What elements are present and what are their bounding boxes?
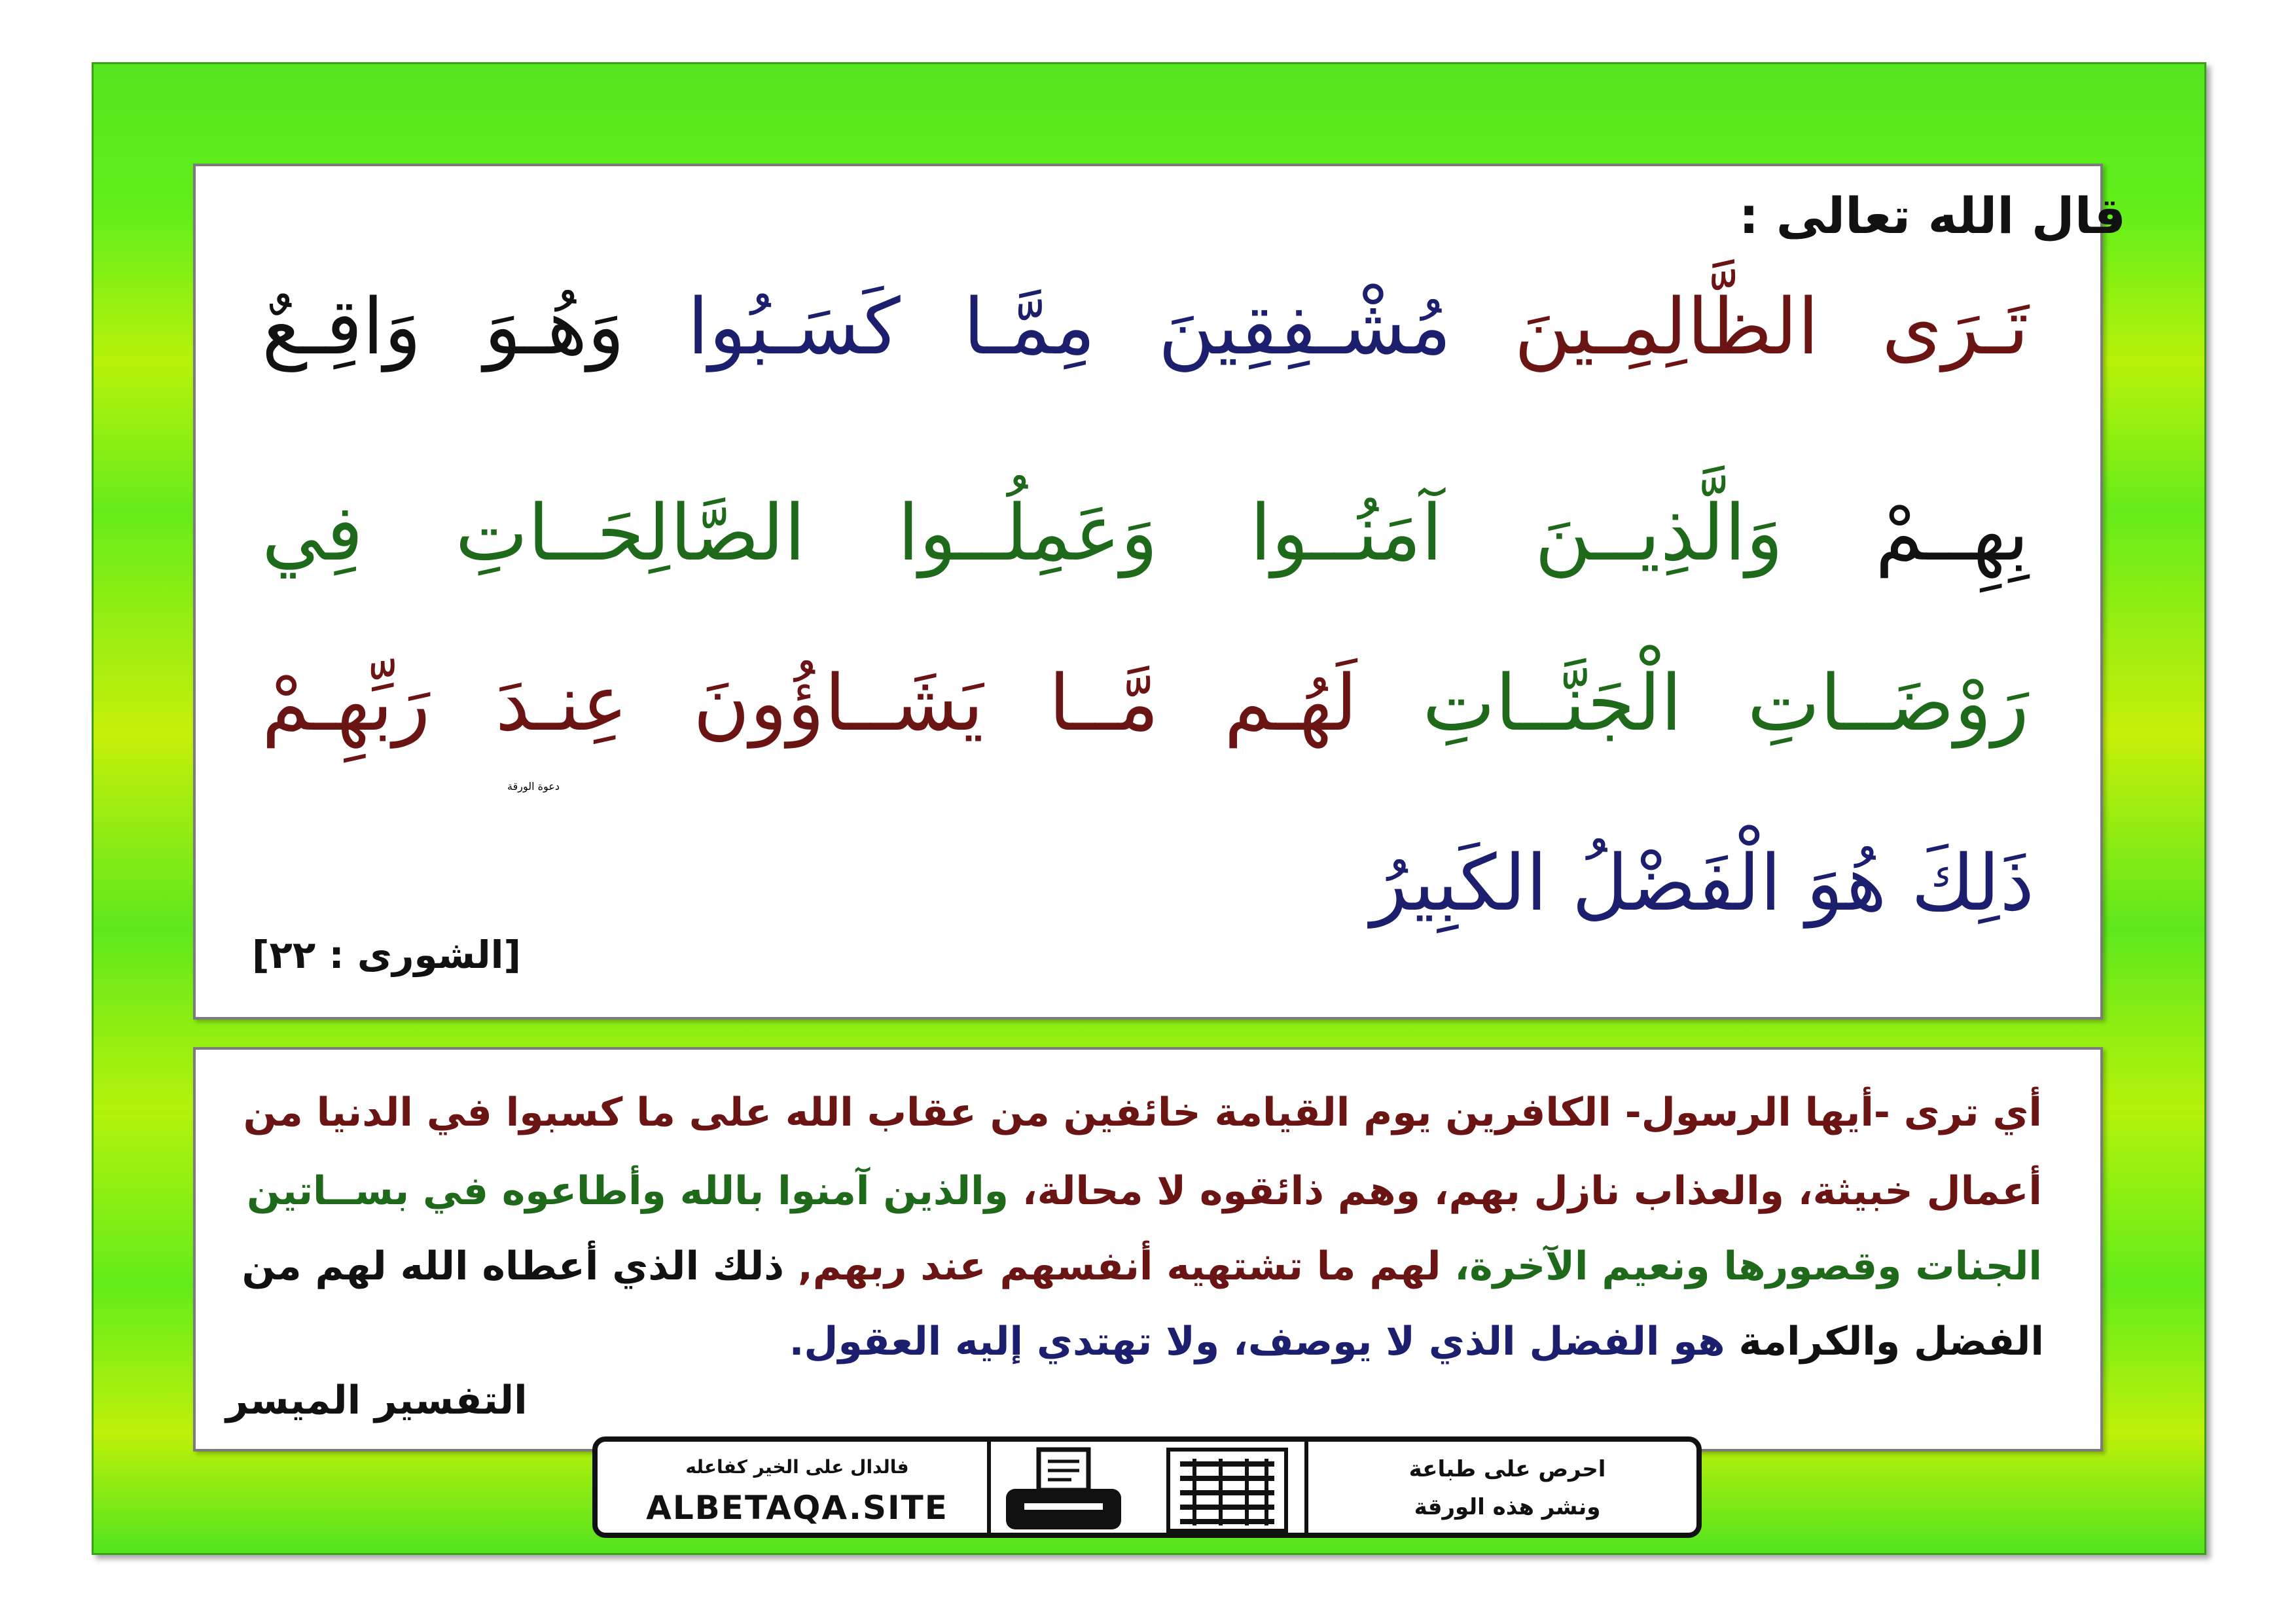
footer-site-link[interactable]: ALBETAQA.SITE [646,1489,948,1527]
verse-line-2 [262,488,2029,578]
printer-icon [998,1446,1129,1534]
line-segment: ذلك الذي أعطاه الله لهم من [242,1243,785,1289]
line-segment: وَهُـوَ وَاقِـعٌ [262,281,625,372]
footer-appeal-line-1: احرص على طباعة [1408,1456,1606,1482]
tafsir-line-4 [789,1319,2044,1364]
verse-line-1 [262,281,2029,372]
line-segment: رَوْضَــاتِ الْجَنَّــاتِ [1422,658,2030,748]
line-segment: الفضل والكرامة [1738,1319,2044,1364]
tafsir-line-2 [247,1168,2042,1214]
footer-appeal-line-2: ونشر هذه الورقة [1414,1494,1601,1520]
tafsir-source: التفسير الميسر [226,1378,528,1423]
footer-slogan: فالدال على الخير كفاعله [685,1456,909,1478]
line-segment: والذين آمنوا بالله وأطاعوه في بســاتين [247,1168,1009,1214]
verse-line-4 [1371,838,2034,928]
line-segment: ذَلِكَ هُوَ الْفَضْلُ الكَبِيرُ [1370,838,2034,928]
line-segment: أي ترى -أيها الرسول- الكافرين يوم القيامة خائفين من عقاب الله على ما كسبوا في الدنيا من [243,1090,2042,1135]
verse-reference: [الشورى : ٢٢] [252,933,522,977]
line-segment: لهم ما تشتهيه أنفسهم عند ربهم, [798,1243,1441,1289]
tafsir-line-3 [242,1243,2042,1289]
verse-intro: قال الله تعالى : [1738,187,2126,245]
line-segment: لَهُـم مَّــا يَشَــاؤُونَ عِنـدَ رَبِّهِـمْ [262,658,1357,748]
line-segment: تَـرَى الظَّالِمِـينَ [1514,281,2029,372]
tafsir-line-1 [243,1090,2042,1135]
line-segment: الجنات وقصورها ونعيم الآخرة، [1454,1243,2042,1289]
line-segment: مُشْـفِقِينَ مِمَّـا كَسَـبُوا [687,281,1452,372]
line-segment: وَالَّذِيــنَ آمَنُــوا وَعَمِلُــوا الصَّالِحَــاتِ فِي [262,488,1784,578]
logo-text: دعوة الورقة [507,780,560,793]
footer-divider [1304,1442,1308,1533]
footer-divider [987,1442,991,1533]
line-segment: بِهِــمْ [1875,488,2029,578]
line-segment: أعمال خبيثة، والعذاب نازل بهم، وهم ذائقوه لا محالة، [1022,1168,2042,1214]
verse-line-3 [262,658,2029,748]
line-segment: هو الفضل الذي لا يوصف، ولا تهتدي إليه العقول. [789,1319,1725,1364]
